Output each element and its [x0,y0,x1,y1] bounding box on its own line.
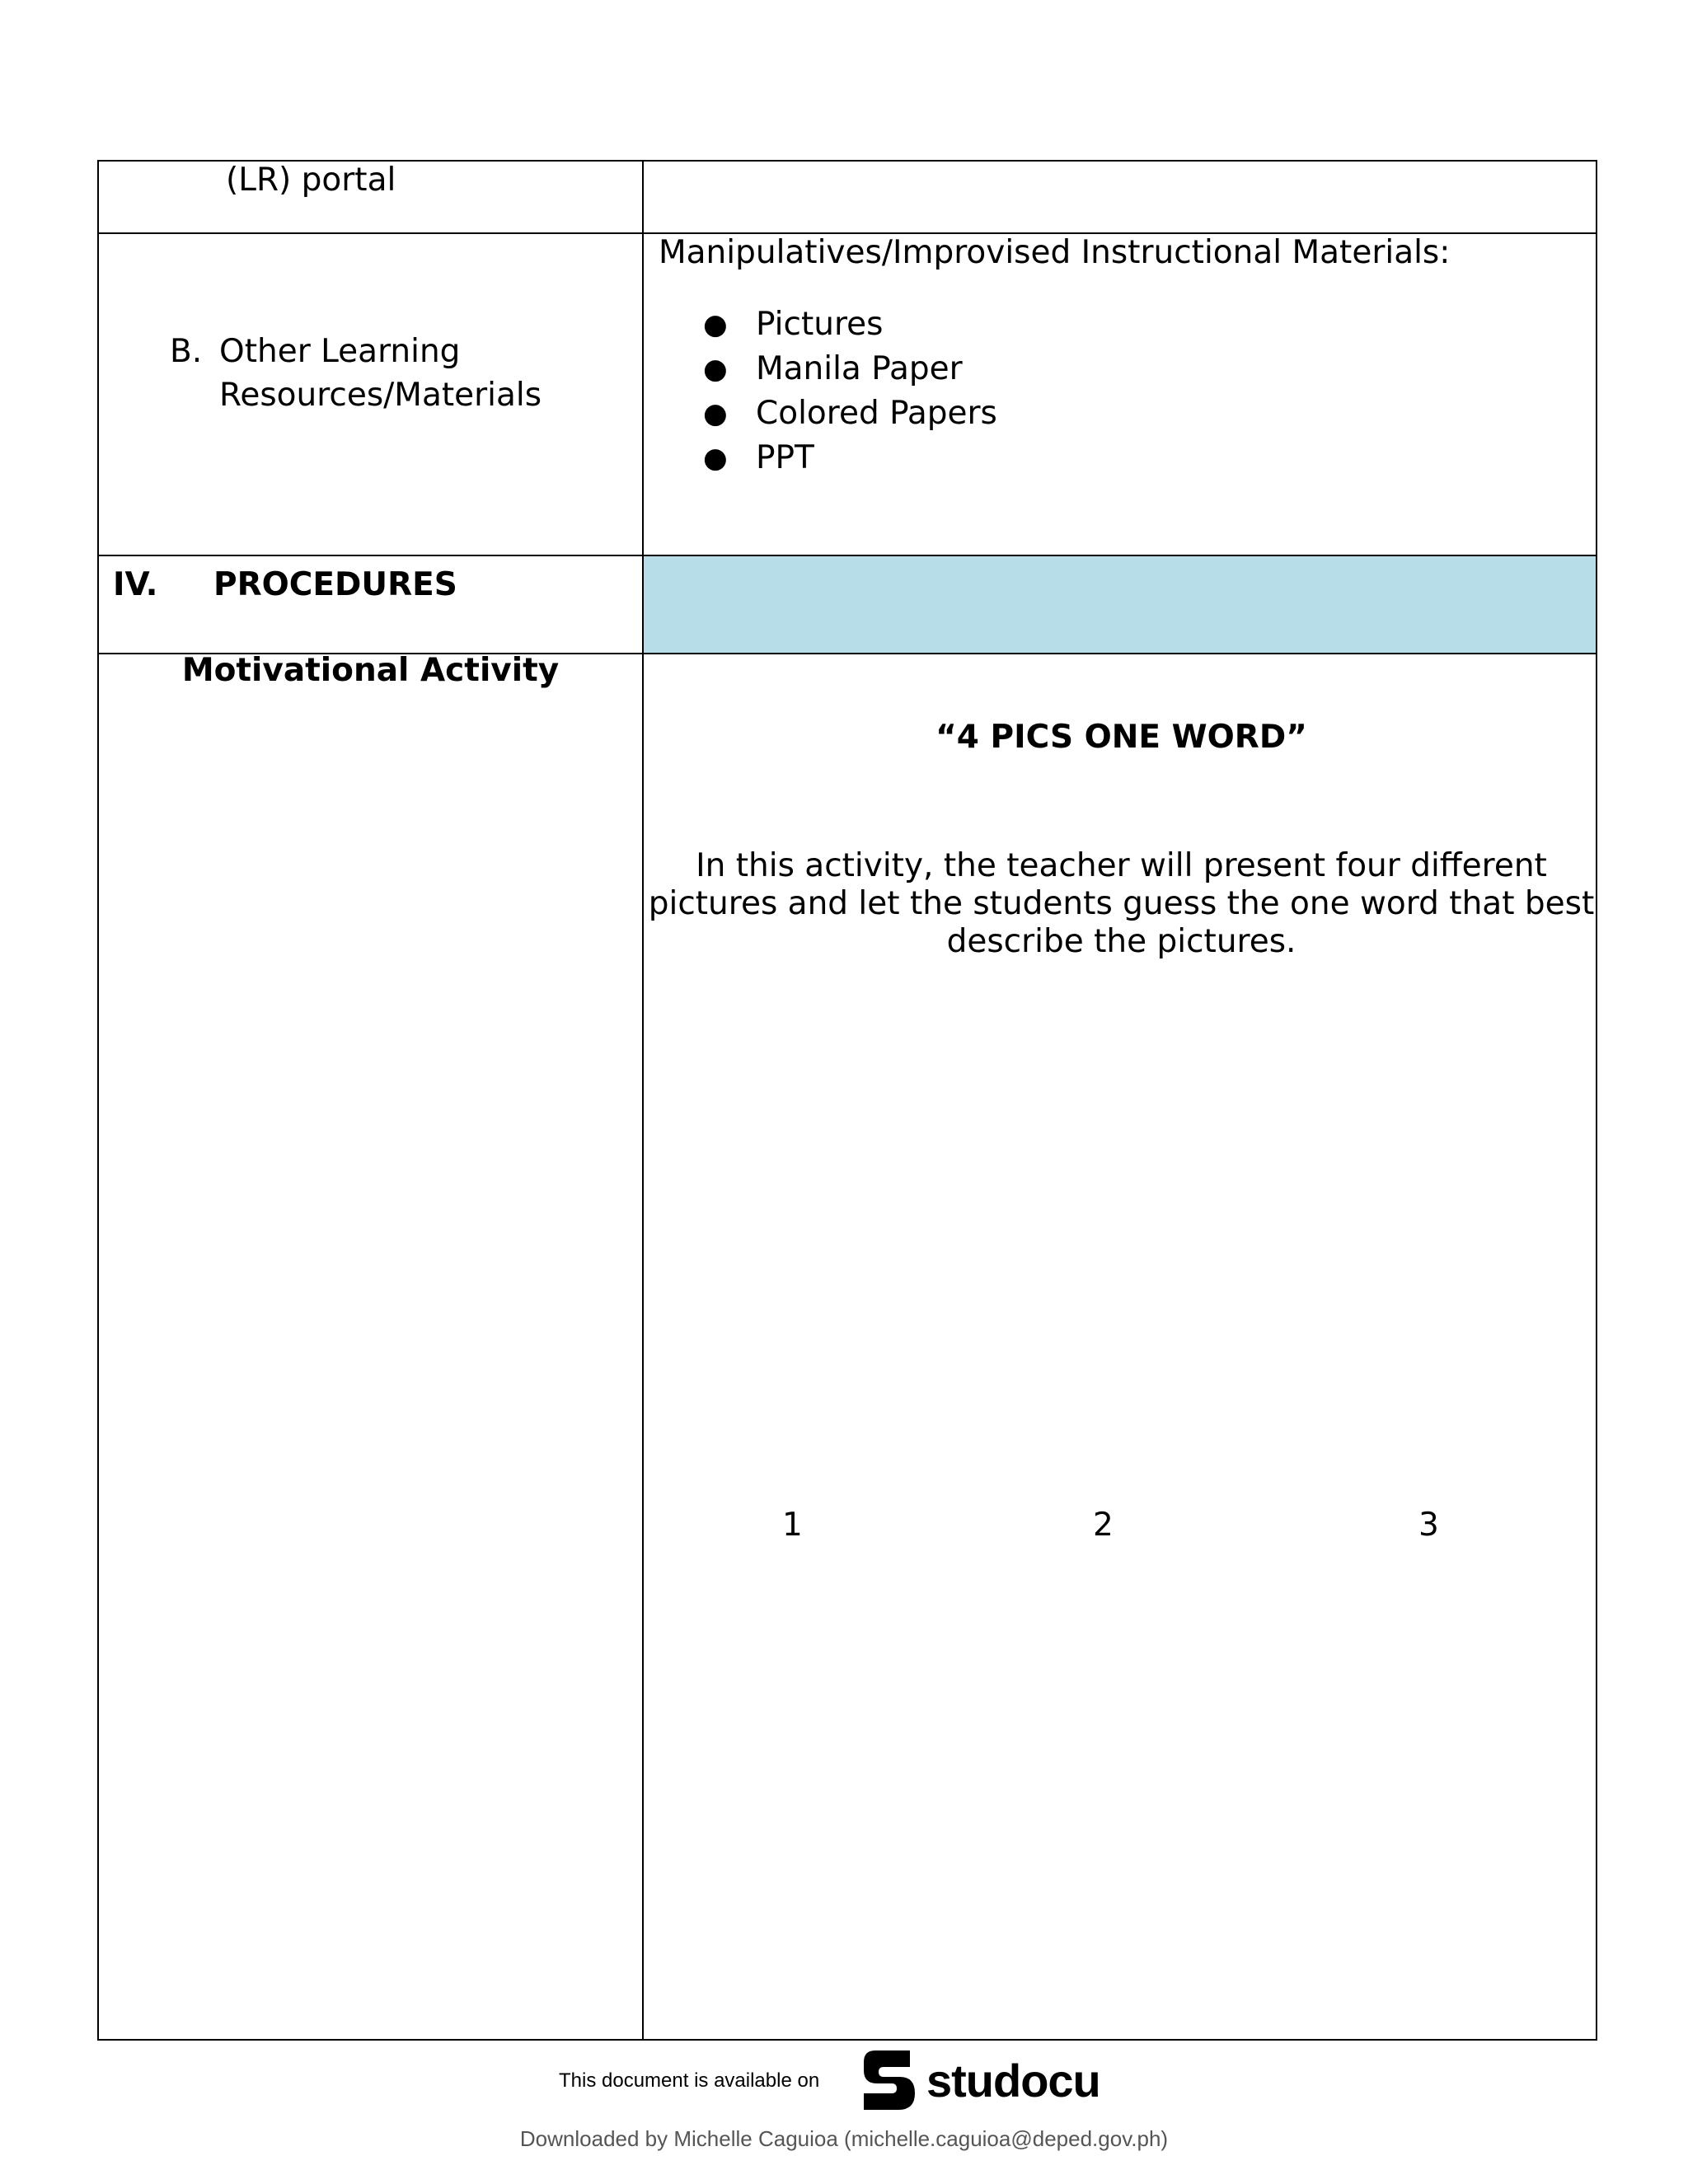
activity-description: In this activity, the teacher will present four different pictures and let the students guess the one word that best describe the pictures. [648,847,1595,960]
materials-item: Colored Papers [756,395,997,432]
activity-title: “4 PICS ONE WORD” [935,719,1307,756]
studocu-logo-icon [856,2047,918,2113]
procedures-shaded-cell [644,556,1596,653]
picture-number: 1 [782,1507,803,1544]
lesson-plan-table [97,160,1597,2041]
materials-item: Manila Paper [756,350,963,387]
download-credit: Downloaded by Michelle Caguioa (michelle.caguioa@deped.gov.ph) [519,2126,1169,2151]
column-divider [642,162,644,2039]
procedures-numeral: IV. [113,566,158,603]
picture-number: 2 [1093,1507,1114,1544]
available-on-text: This document is available on [559,2069,820,2092]
picture-number: 3 [1418,1507,1439,1544]
other-resources-prefix: B. [170,333,203,370]
procedures-title: PROCEDURES [213,566,457,603]
materials-item: Pictures [756,306,884,343]
materials-item: PPT [756,439,814,476]
motivational-activity-label: Motivational Activity [181,652,560,689]
studocu-logo[interactable] [856,2047,1100,2113]
lr-portal-text: (LR) portal [226,162,396,199]
studocu-wordmark: studocu [926,2054,1100,2107]
bullet-icon: ● [703,308,728,341]
materials-heading: Manipulatives/Improvised Instructional Materials: [659,234,1451,271]
bullet-icon: ● [703,353,728,386]
other-resources-label-line1: Other Learning [219,333,461,370]
bullet-icon: ● [703,442,728,475]
other-resources-label-line2: Resources/Materials [219,377,542,414]
bullet-icon: ● [703,397,728,430]
